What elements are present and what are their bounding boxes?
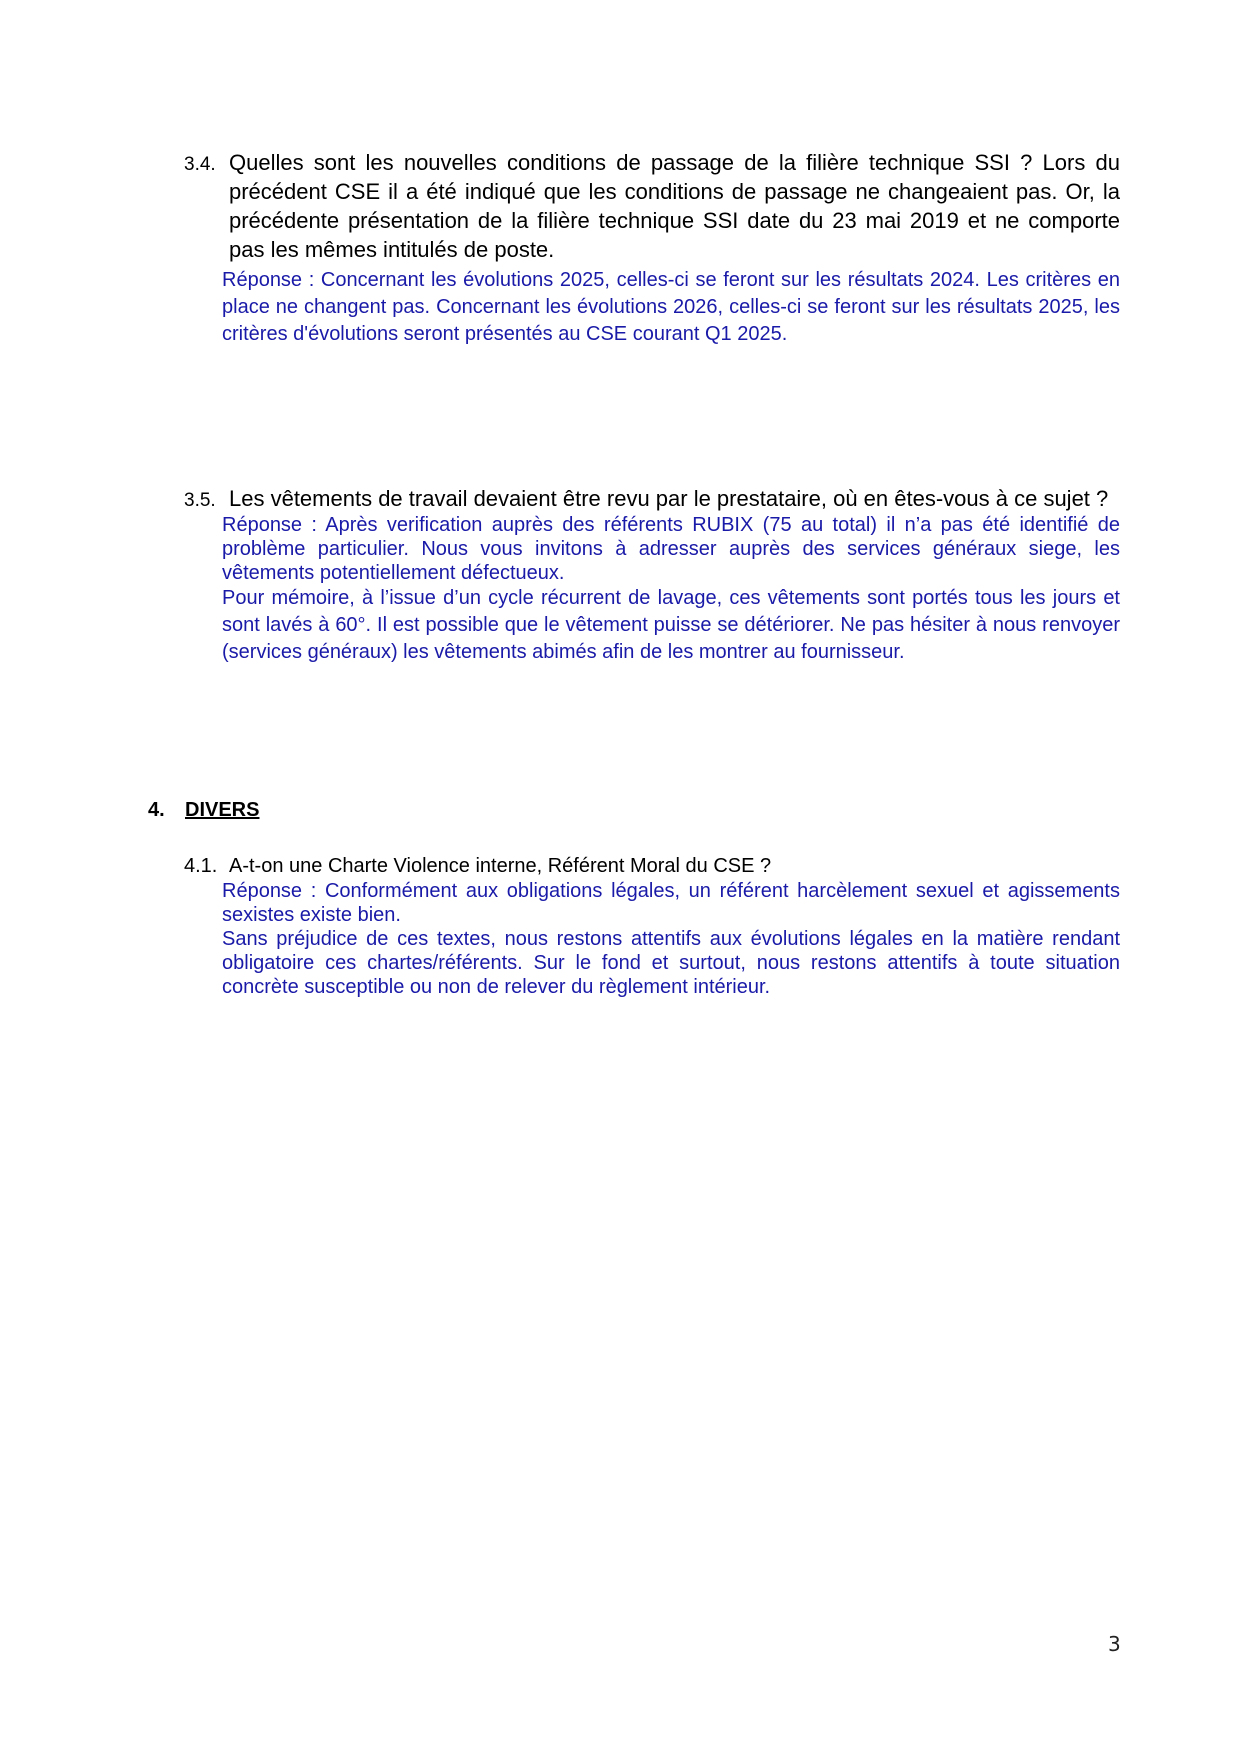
section-title: DIVERS (185, 799, 260, 821)
section-number: 4. (148, 799, 165, 821)
answer-block (222, 267, 1120, 348)
answer-paragraph: Réponse : Après verification auprès des référents RUBIX (75 au total) il n’a pas été identifié de problème particulier. Nous vous invitons à adresser auprès des services généraux siege, les vêtements potentiellement défectueux. (222, 514, 1120, 584)
question-4-1 (184, 853, 1120, 999)
question-3-5 (184, 484, 1120, 666)
answer-paragraph: Réponse : Conformément aux obligations légales, un référent harcèlement sexuel et agissements sexistes existe bien. (222, 880, 1120, 926)
answer-block (222, 513, 1120, 666)
question-number: 3.4. (184, 154, 216, 175)
question-number: 3.5. (184, 490, 216, 511)
answer-paragraph: Réponse : Concernant les évolutions 2025, celles-ci se feront sur les résultats 2024. Les critères en place ne changent pas. Concernant les évolutions 2026, celles-ci se feront sur les résultats 2025, les critères d'évolutions seront présentés au CSE courant Q1 2025. (222, 269, 1120, 345)
question-text: Les vêtements de travail devaient être revu par le prestataire, où en êtes-vous à ce sujet ? (229, 486, 1109, 511)
question-3-4 (184, 148, 1120, 348)
answer-block (222, 879, 1120, 999)
question-text: Quelles sont les nouvelles conditions de passage de la filière technique SSI ? Lors du précédent CSE il a été indiqué que les conditions de passage ne changeaient pas. Or, la précédente présentation de la filière technique SSI date du 23 mai 2019 et ne comporte pas les mêmes intitulés de poste. (229, 150, 1120, 262)
page-number: 3 (1108, 1632, 1121, 1656)
question-number: 4.1. (184, 855, 218, 877)
answer-paragraph: Sans préjudice de ces textes, nous restons attentifs aux évolutions légales en la matière rendant obligatoire ces chartes/référents. Sur le fond et surtout, nous restons attentifs à toute situation concrète susceptible ou non de relever du règlement intérieur. (222, 928, 1120, 998)
answer-paragraph: Pour mémoire, à l’issue d’un cycle récurrent de lavage, ces vêtements sont portés tous les jours et sont lavés à 60°. Il est possible que le vêtement puisse se détériorer. Ne pas hésiter à nous renvoyer (services généraux) les vêtements abimés afin de les montrer au fournisseur. (222, 587, 1120, 663)
section-heading (148, 797, 259, 823)
question-text: A-t-on une Charte Violence interne, Référent Moral du CSE ? (229, 855, 772, 877)
